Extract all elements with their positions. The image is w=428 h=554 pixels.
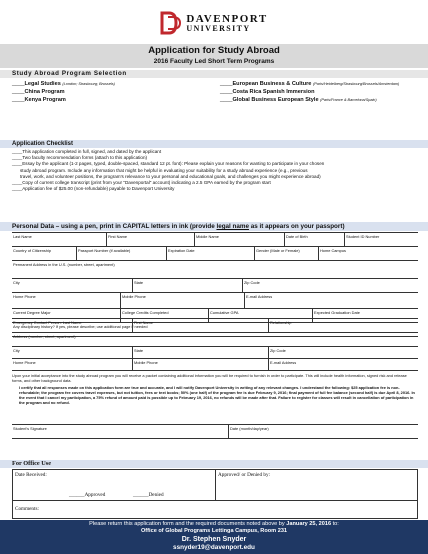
dob-field[interactable]: Date of Birth <box>284 233 344 246</box>
emergency-email-field[interactable]: E-mail Address <box>268 359 418 370</box>
program-option-european-business[interactable]: ____European Business & Culture (Paris/Heidelberg/Strasbourg/Brussels/Amsterdam) <box>220 81 400 87</box>
passport-number-field[interactable]: Passport Number (if available) <box>76 247 166 260</box>
program-option-china[interactable]: ____China Program <box>12 89 65 95</box>
program-option-legal[interactable]: ____Legal Studies (London; Strasbourg; Brussels) <box>12 81 115 87</box>
checklist-heading: Application Checklist <box>0 140 428 148</box>
office-use-box <box>12 469 418 519</box>
checklist-item: ____Two faculty recommendation forms (attach to this application) <box>12 155 148 161</box>
form-row <box>12 233 418 247</box>
disciplinary-history-field[interactable]: Any disciplinary history? If yes, please describe; use additional page if needed <box>13 324 148 329</box>
checklist-item: ____Copy of current college transcript (print from your "Davenportal" account) indicating a 2.5 GPA earned by the program start <box>12 180 271 186</box>
program-option-kenya[interactable]: ____Kenya Program <box>12 97 66 103</box>
form-row <box>12 293 418 309</box>
personal-data-heading: Personal Data – using a pen, print in CAPITAL letters in ink (provide legal name as it appears on your passport) <box>0 222 428 231</box>
contact-name: Dr. Stephen Snyder <box>181 536 247 543</box>
citizenship-field[interactable]: Country of Citizenship <box>13 248 52 253</box>
checklist-item: ____Application fee of $25.00 (non-refundable) payable to Davenport University <box>12 186 175 192</box>
degree-major-field[interactable]: Current Degree Major <box>13 310 51 315</box>
checklist-item: ____This application completed in full, signed, and dated by the applicant <box>12 149 162 154</box>
signature-field[interactable]: Student's Signature <box>13 426 47 431</box>
comments-label: Comments: <box>15 506 39 512</box>
certification-statement: I certify that all responses made on this application form are true and accurate, and I will notify Davenport University in writing of any relevant changes. I understand the following: $25 application fee is non-refundable; the program fee covers travel expenses, but not tuition, fees or text books; 50% (one half) of the program fee is due February 9, 2016; final payment of full fee balance (second half) is due April 8, 2016. In the event that I cancel my participation, a 75% refund of amount paid is possible up to February 19, 2016, no refunds will be made after that. Failure to register for classes will result in cancellation of participation in the program and no refund. <box>19 385 415 406</box>
emergency-zip-field[interactable]: Zip Code <box>268 347 418 358</box>
return-instructions: Please return this application form and the required documents noted above by January 25, 2016 to: <box>89 521 339 527</box>
credits-field[interactable]: College Credits Completed <box>120 309 208 322</box>
date-received-label: Date Received: <box>15 472 47 478</box>
emergency-contact-grid <box>12 318 418 371</box>
home-phone-field[interactable]: Home Phone <box>13 294 36 299</box>
emergency-state-field[interactable]: State <box>132 347 268 358</box>
last-name-field[interactable]: Last Name <box>13 234 32 239</box>
program-list-right <box>220 80 399 104</box>
office-location: Office of Global Programs Lettinga Campus, Room 231 <box>140 528 288 534</box>
city-field[interactable]: City <box>13 280 20 285</box>
gpa-field[interactable]: Cumulative GPA <box>208 309 312 322</box>
permanent-address-field[interactable]: Permanent Address in the U.S. (number, street, apartment) <box>13 262 115 267</box>
mobile-phone-field[interactable]: Mobile Phone <box>120 293 244 308</box>
logo-line2: UNIVERSITY <box>186 23 251 33</box>
email-field[interactable]: E-mail Address <box>244 293 418 308</box>
emergency-home-phone-field[interactable]: Home Phone <box>13 360 36 365</box>
logo-line1: DAVENPORT <box>186 12 268 25</box>
checklist-item-continued: travel, work, and volunteer positions, the program's relevance to your personal and educational goals, and challenges you might experience abroad) <box>20 173 321 179</box>
form-row <box>12 279 418 293</box>
packet-notice: Upon your initial acceptance into the study abroad program you will receive a packet containing additional information you will be required to furnish in order to participate. This will include health information, signed risk and release forms, and other background data. <box>12 373 407 384</box>
form-row <box>12 347 418 359</box>
form-row <box>12 319 418 333</box>
davenport-logo-icon <box>160 11 182 35</box>
contact-email[interactable]: ssnyder19@davenport.edu <box>173 544 255 551</box>
program-option-costa-rica[interactable]: ____Costa Rica Spanish Immersion <box>220 89 315 95</box>
application-checklist <box>12 149 420 192</box>
emergency-last-name-field[interactable]: Emergency Contact Person: Last Name <box>13 320 82 325</box>
gender-field[interactable]: Gender (Male or Female) <box>254 247 318 260</box>
form-row <box>12 425 418 439</box>
office-use-heading: For Office Use <box>0 460 428 468</box>
emergency-mobile-phone-field[interactable]: Mobile Phone <box>132 359 268 370</box>
checklist-item-continued: study abroad program. Include any information that might be helpful in evaluating your suitability for a study abroad experience (e.g., previous <box>20 167 308 173</box>
relationship-field[interactable]: Relationship <box>268 319 418 332</box>
approved-by-label: Approved/ or Denied by: <box>218 472 271 478</box>
form-row <box>12 333 418 347</box>
home-campus-field[interactable]: Home Campus <box>318 247 418 260</box>
university-logo <box>0 6 428 40</box>
form-row <box>12 261 418 279</box>
form-row <box>12 359 418 371</box>
zip-code-field[interactable]: Zip Code <box>242 279 418 292</box>
denied-option: ______Denied <box>133 492 164 498</box>
first-name-field[interactable]: First Name <box>106 233 194 246</box>
program-option-global-business[interactable]: ____Global Business European Style (Paris/France & Barcelona/Spain) <box>220 97 377 103</box>
title-band <box>0 44 428 68</box>
student-id-field[interactable]: Student ID Number <box>344 233 418 246</box>
program-selection-heading: Study Abroad Program Selection <box>0 70 428 78</box>
signature-grid <box>12 424 418 439</box>
return-instructions-footer <box>0 520 428 554</box>
middle-name-field[interactable]: Middle Name <box>194 233 284 246</box>
approved-option: ______Approved <box>69 492 106 498</box>
graduation-date-field[interactable]: Expected Graduation Date <box>312 309 418 322</box>
emergency-first-name-field[interactable]: First Name <box>132 319 268 332</box>
page-title: Application for Study Abroad <box>148 45 280 56</box>
page-subtitle: 2016 Faculty Led Short Term Programs <box>153 58 275 65</box>
emergency-city-field[interactable]: City <box>13 348 20 353</box>
form-row <box>12 247 418 261</box>
state-field[interactable]: State <box>132 279 242 292</box>
emergency-address-field[interactable]: Address (number, street, apartment) <box>13 334 76 339</box>
program-list-left <box>12 80 115 104</box>
signature-date-field[interactable]: Date (month/day/year) <box>228 425 418 438</box>
expiration-date-field[interactable]: Expiration Date <box>166 247 254 260</box>
checklist-item: ____Essay by the applicant (1-2 pages, typed, double-spaced, standard 12 pt. font): Please explain your reasons for wanting to participate in your chosen <box>12 161 325 167</box>
